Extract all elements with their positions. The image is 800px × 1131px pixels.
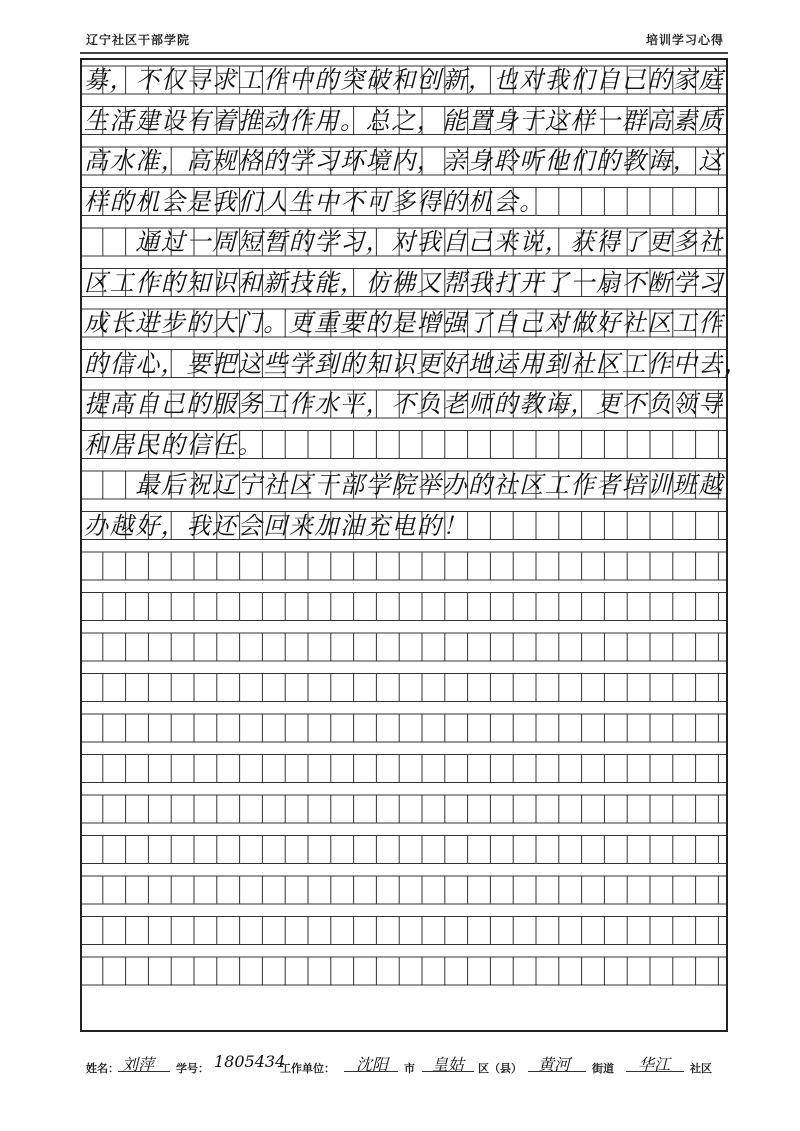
name-value: 刘萍 bbox=[122, 1055, 155, 1074]
essay-line: 高水准，高规格的学习环境内，亲身聆听他们的教诲，这 bbox=[84, 147, 724, 175]
district-value: 皇姑 bbox=[432, 1055, 465, 1074]
district-label: 区（县） bbox=[478, 1062, 522, 1075]
essay-line: 的信心，要把这些学到的知识更好地运用到社区工作中去， bbox=[84, 349, 750, 378]
unit-label: 工作单位： bbox=[280, 1062, 335, 1075]
essay-line: 成长进步的大门。更重要的是增强了自己对做好社区工作 bbox=[84, 309, 724, 337]
street-value: 黄河 bbox=[538, 1055, 571, 1074]
header-institute: 辽宁社区干部学院 bbox=[86, 33, 191, 47]
essay-line: 和居民的信任。 bbox=[84, 430, 264, 459]
essay-line: 区工作的知识和新技能，仿佛又帮我打开了一扇不断学习 bbox=[84, 268, 724, 297]
id-value: 1805434 bbox=[214, 1052, 286, 1071]
essay-line: 生活建设有着推动作用。总之，能置身于这样一群高素质 bbox=[84, 106, 724, 135]
city-label: 市 bbox=[404, 1062, 415, 1075]
header-rule bbox=[80, 52, 728, 54]
id-label: 学号： bbox=[176, 1062, 209, 1075]
essay-line: 通过一周短暂的学习，对我自己来说，获得了更多社 bbox=[84, 228, 724, 256]
city-value: 沈阳 bbox=[356, 1055, 389, 1074]
city-underline bbox=[344, 1071, 398, 1072]
name-label: 姓名： bbox=[86, 1062, 119, 1075]
footer-info bbox=[86, 1050, 736, 1080]
essay-line: 样的机会是我们人生中不可多得的机会。 bbox=[84, 187, 545, 216]
community-label: 社区 bbox=[690, 1062, 712, 1075]
community-value: 华江 bbox=[638, 1055, 671, 1074]
essay-line: 提高自己的服务工作水平，不负老师的教诲，更不负领导 bbox=[84, 390, 724, 418]
header-doc-title: 培训学习心得 bbox=[645, 33, 724, 47]
name-underline bbox=[118, 1071, 170, 1072]
essay-line: 最后祝辽宁社区干部学院举办的社区工作者培训班越 bbox=[84, 471, 724, 499]
community-underline bbox=[626, 1071, 684, 1072]
street-label: 街道 bbox=[592, 1062, 614, 1075]
district-underline bbox=[422, 1071, 474, 1072]
essay-line: 办越好，我还会回来加油充电的！ bbox=[84, 511, 468, 540]
essay-line: 募，不仅寻求工作中的突破和创新，也对我们自己的家庭 bbox=[84, 66, 724, 94]
street-underline bbox=[528, 1071, 586, 1072]
